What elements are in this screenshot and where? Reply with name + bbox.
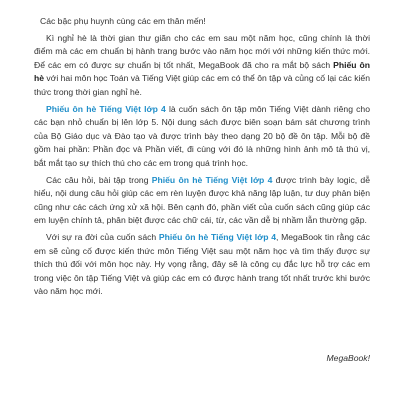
- paragraph-exercises-text-2: được trình bày logic, dễ hiểu, nội dung câu hỏi giúp các em rèn luyện được khả năng lập luận, tư duy phản biện cũng như các cách ứng xử xã hội. Bên cạnh đó, phần viết của cuốn sách cũng giúp các em luyện chính tả, phân biệt được các chữ cái, từ, các vần dễ bị nhầm lẫn thường gặp.: [34, 174, 370, 226]
- paragraph-intro: [34, 32, 370, 100]
- paragraph-intro-text-2: với hai môn học Toán và Tiếng Việt giúp các em có thể ôn tập và củng cố lại các kiến thức trong thời gian nghỉ hè.: [34, 73, 370, 97]
- paragraph-exercises-text-1: Các câu hỏi, bài tập trong: [46, 174, 152, 185]
- paragraph-exercises: [34, 174, 370, 228]
- paragraph-book-description-text: là cuốn sách ôn tập môn Tiếng Việt dành riêng cho các bạn nhỏ chuẩn bị lên lớp 5. Nội dung sách được biên soạn bám sát chương trình của Bộ Giáo dục và Đào tạo và được trình bày theo dạng 20 bộ đề ôn tập. Mỗi bộ đề gồm hai phần: Phần đọc và Phần viết, đi cùng với đó là những hình ảnh mô tả thú vị, bắt mắt tạo sự thích thú cho các em trong quá trình học.: [34, 103, 370, 168]
- paragraph-closing-text-2: , MegaBook tin rằng các em sẽ củng cố được kiến thức môn Tiếng Việt sau một năm học và tìm thấy được sự thích thú đối với môn học này. Hy vọng rằng, đây sẽ là công cụ đắc lực hỗ trợ các em trong việc ôn tập Tiếng Việt và giúp các em có được hành trang tốt nhất trước khi bước vào năm học mới.: [34, 231, 370, 297]
- preface-body: [34, 15, 370, 302]
- paragraph-book-description: [34, 103, 370, 171]
- paragraph-closing-text-1: Với sự ra đời của cuốn sách: [46, 231, 159, 242]
- book-series-name: Phiếu ôn hè: [34, 59, 370, 84]
- signature: MegaBook!: [326, 353, 370, 363]
- paragraph-closing: [34, 231, 370, 299]
- book-title-highlight: Phiếu ôn hè Tiếng Việt lớp 4: [151, 174, 273, 185]
- paragraph-intro-text-1: Kì nghỉ hè là thời gian thư giãn cho các em sau một năm học, cũng chính là thời điểm mà các em chuẩn bị hành trang bước vào năm học mới với những kiến thức mới. Để các em có được sự chuẩn bị tốt nhất, MegaBook đã cho ra mắt bộ sách: [34, 32, 370, 70]
- book-title-highlight: Phiếu ôn hè Tiếng Việt lớp 4: [158, 231, 277, 242]
- greeting: Các bậc phụ huynh cùng các em thân mến!: [40, 16, 206, 26]
- book-title-highlight: Phiếu ôn hè Tiếng Việt lớp 4: [46, 103, 166, 114]
